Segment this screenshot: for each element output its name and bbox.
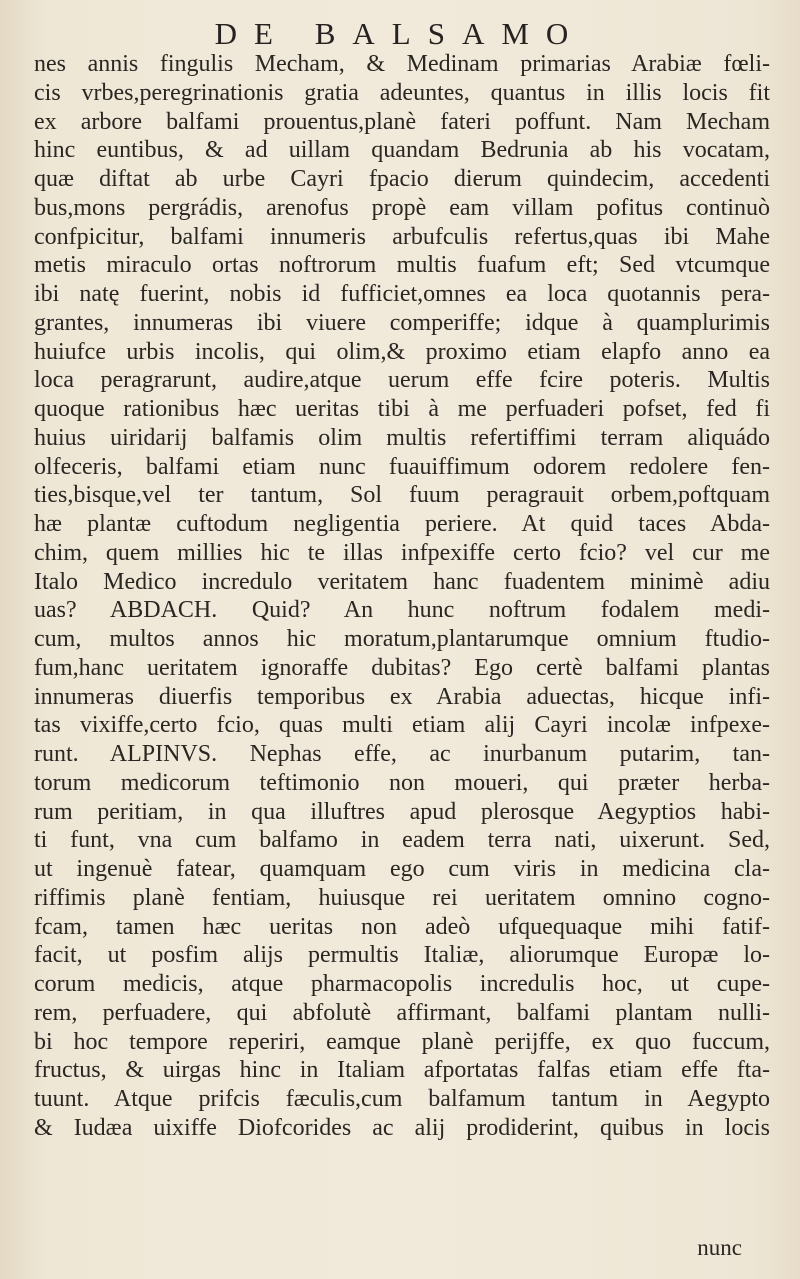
text-line: cum, multos annos hic moratum,plantarumque omnium ftudio-: [34, 626, 770, 652]
text-line: fum,hanc ueritatem ignoraffe dubitas? Ego certè balfami plantas: [34, 654, 770, 681]
text-line: facit, ut posfim alijs permultis Italiæ, aliorumque Europæ lo-: [34, 942, 770, 969]
text-line: runt. ALPINVS. Nephas effe, ac inurbanum putarim, tan-: [34, 741, 770, 767]
text-line: quoque rationibus hæc ueritas tibi à me perfuaderi pofset, fed fi: [34, 396, 770, 422]
text-block: [34, 50, 770, 1143]
running-head: DE BALSAMO: [214, 16, 586, 51]
text-line: bus,mons pergrádis, arenofus propè eam villam pofitus continuò: [34, 194, 770, 221]
text-line: metis miraculo ortas noftrorum multis fuafum eft; Sed vtcumque: [34, 252, 770, 279]
text-line: fructus, & uirgas hinc in Italiam afportatas falfas etiam effe fta-: [34, 1057, 770, 1084]
text-line: rum peritiam, in qua illuftres apud plerosque Aegyptios habi-: [34, 798, 770, 825]
text-line: tuunt. Atque prifcis fæculis,cum balfamum tantum in Aegypto: [34, 1086, 770, 1112]
text-line: huiufce urbis incolis, qui olim,& proximo etiam elapfo anno ea: [34, 338, 770, 365]
text-line: Italo Medico incredulo veritatem hanc fuadentem minimè adiu: [34, 568, 770, 595]
text-line: tas vixiffe,certo fcio, quas multi etiam alij Cayri incolæ infpexe-: [34, 712, 770, 739]
text-line: ties,bisque,vel ter tantum, Sol fuum peragrauit orbem,poftquam: [34, 482, 770, 509]
text-line: nes annis fingulis Mecham, & Medinam primarias Arabiæ fœli-: [34, 51, 770, 77]
text-line: hinc euntibus, & ad uillam quandam Bedrunia ab his vocatam,: [34, 137, 770, 164]
text-line: fcam, tamen hæc ueritas non adeò ufquequaque mihi fatif-: [34, 913, 770, 940]
text-line: riffimis planè fentiam, huiusque rei ueritatem omnino cogno-: [34, 884, 770, 911]
text-line: corum medicis, atque pharmacopolis incredulis hoc, ut cupe-: [34, 971, 770, 997]
text-line: cis vrbes,peregrinationis gratia adeuntes, quantus in illis locis fit: [34, 79, 770, 106]
text-line: ti funt, vna cum balfamo in eadem terra nati, uixerunt. Sed,: [34, 827, 770, 854]
text-line: rem, perfuadere, qui abfolutè affirmant, balfami plantam nulli-: [34, 999, 770, 1026]
text-line: loca peragrarunt, audire,atque uerum effe fcire poteris. Multis: [34, 367, 770, 394]
text-line: confpicitur, balfami innumeris arbufculis refertus,quas ibi Mahe: [34, 223, 770, 250]
text-line: grantes, innumeras ibi viuere comperiffe; idque à quamplurimis: [34, 309, 770, 336]
text-line: innumeras diuerfis temporibus ex Arabia aduectas, hicque infi-: [34, 683, 770, 710]
text-line: quæ diftat ab urbe Cayri fpacio dierum quindecim, accedenti: [34, 166, 770, 192]
catchword: nunc: [697, 1235, 742, 1260]
text-line: chim, quem millies hic te illas infpexiffe certo fcio? vel cur me: [34, 539, 770, 566]
text-line: ibi natę fuerint, nobis id fufficiet,omnes ea loca quotannis pera-: [34, 281, 770, 307]
text-line: & Iudæa uixiffe Diofcorides ac alij prodiderint, quibus in locis: [34, 1114, 770, 1141]
text-line: huius uiridarij balfamis olim multis refertiffimi terram aliquádo: [34, 424, 770, 451]
text-line: torum medicorum teftimonio non moueri, qui præter herba-: [34, 769, 770, 796]
text-line: bi hoc tempore reperiri, eamque planè perijffe, ex quo fuccum,: [34, 1028, 770, 1055]
text-line: ex arbore balfami prouentus,planè fateri poffunt. Nam Mecham: [34, 108, 770, 135]
text-line: olfeceris, balfami etiam nunc fuauiffimum odorem redolere fen-: [34, 453, 770, 480]
text-line: hæ plantæ cuftodum negligentia periere. At quid taces Abda-: [34, 511, 770, 537]
text-line: ut ingenuè fatear, quamquam ego cum viris in medicina cla-: [34, 856, 770, 882]
text-line: uas? ABDACH. Quid? An hunc noftrum fodalem medi-: [34, 597, 770, 624]
